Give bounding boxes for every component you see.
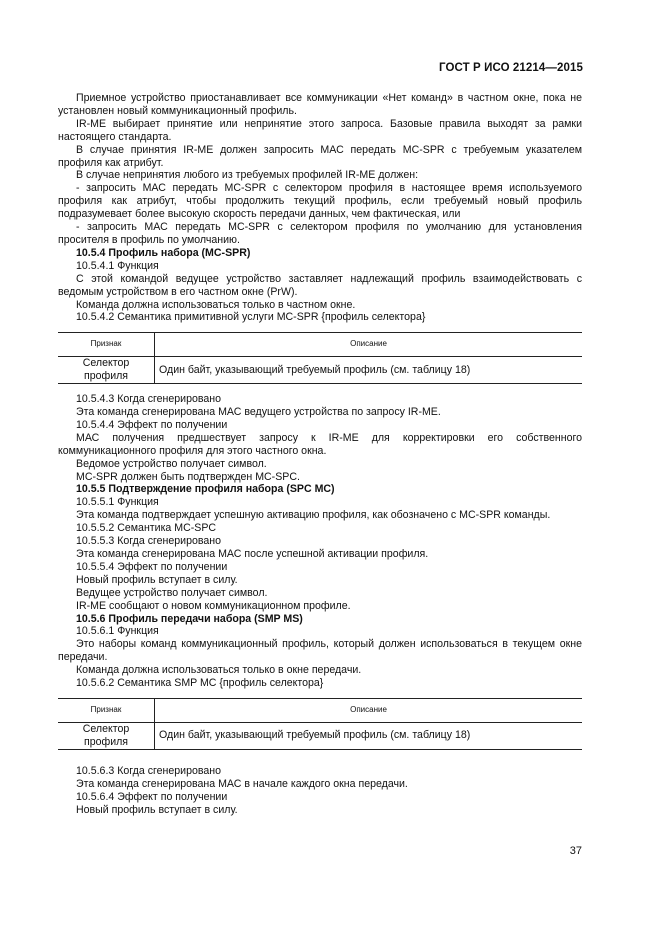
list-item: - запросить МАС передать MC-SPR с селектором профиля по умолчанию для установления просителя в профиль по умолчанию. <box>58 221 582 246</box>
subsection-title: 10.5.4.3 Когда сгенерировано <box>76 393 221 406</box>
subsection-title: 10.5.6.3 Когда сгенерировано <box>76 764 221 777</box>
section-heading-10-5-6: 10.5.6 Профиль передачи набора (SMP MS) <box>76 612 303 625</box>
paragraph: Новый профиль вступает в силу. <box>76 573 238 586</box>
paragraph: IR-ME выбирает принятие или непринятие этого запроса. Базовые правила выходят за рамки настоящего стандарта. <box>58 117 582 143</box>
table-header-description: Описание <box>155 333 583 357</box>
paragraph: Эта команда сгенерирована МАС в начале каждого окна передачи. <box>76 777 408 790</box>
paragraph: Команда должна использоваться только в частном окне. <box>76 298 356 311</box>
paragraph: Ведомое устройство получает символ. <box>76 457 267 470</box>
table-cell-description: Один байт, указывающий требуемый профиль (см. таблицу 18) <box>155 357 583 384</box>
semantics-table-mc-spr <box>58 332 582 384</box>
paragraph: Эта команда подтверждает успешную активацию профиля, как обозначено с MC-SPR команды. <box>76 509 551 522</box>
table-cell-attribute: Селектор профиля <box>58 357 155 384</box>
standard-header: ГОСТ Р ИСО 21214—2015 <box>438 62 583 74</box>
paragraph: Это наборы команд коммуникационный профиль, который должен использоваться в текущем окне передачи. <box>58 638 582 664</box>
paragraph: Новый профиль вступает в силу. <box>76 803 238 816</box>
page-number: 37 <box>569 845 582 857</box>
paragraph: В случае непринятия любого из требуемых профилей IR-ME должен: <box>76 169 419 182</box>
subsection-title: 10.5.6.2 Семантика SMP MC {профиль селектора} <box>76 677 324 690</box>
table-header-description: Описание <box>155 698 583 722</box>
paragraph: IR-ME сообщают о новом коммуникационном профиле. <box>76 599 351 612</box>
semantics-table-smp-mc <box>58 698 582 750</box>
subsection-title: 10.5.6.4 Эффект по получении <box>76 790 228 803</box>
section-heading-10-5-5: 10.5.5 Подтверждение профиля набора (SPC MC) <box>76 483 335 496</box>
table-header-attribute: Признак <box>58 698 155 722</box>
paragraph: МАС получения предшествует запросу к IR-ME для корректировки его собственного коммуникационного профиля для этого частного окна. <box>58 431 582 457</box>
subsection-title: 10.5.5.1 Функция <box>76 496 159 509</box>
subsection-title: 10.5.4.4 Эффект по получении <box>76 418 228 431</box>
list-item: - запросить МАС передать MC-SPR с селектором профиля в настоящее время используемого профиля как атрибут, чтобы продолжить текущий профиль, если требуемый новый профиль подразумевает более высокую скорость передачи данных, чем фактическая, или <box>58 182 582 221</box>
paragraph: Ведущее устройство получает символ. <box>76 586 268 599</box>
paragraph: Команда должна использоваться только в окне передачи. <box>76 664 362 677</box>
subsection-title: 10.5.6.1 Функция <box>76 625 159 638</box>
subsection-title: 10.5.5.4 Эффект по получении <box>76 560 228 573</box>
subsection-title: 10.5.5.2 Семантика MC-SPC <box>76 522 217 535</box>
subsection-title: 10.5.4.1 Функция <box>76 259 159 272</box>
page-content <box>58 92 582 816</box>
table-header-attribute: Признак <box>58 333 155 357</box>
table-row <box>58 357 582 384</box>
paragraph: MC-SPR должен быть подтвержден MC-SPC. <box>76 470 300 483</box>
paragraph: Эта команда сгенерирована МАС ведущего устройства по запросу IR-ME. <box>76 406 441 419</box>
table-cell-description: Один байт, указывающий требуемый профиль (см. таблицу 18) <box>155 722 583 749</box>
table-row <box>58 722 582 749</box>
section-heading-10-5-4: 10.5.4 Профиль набора (MC-SPR) <box>76 246 251 259</box>
paragraph: Приемное устройство приостанавливает все коммуникации «Нет команд» в частном окне, пока не установлен новый коммуникационный профиль. <box>58 92 582 117</box>
paragraph: С этой командой ведущее устройство заставляет надлежащий профиль взаимодействовать с ведомым устройством в его частном окне (PrW). <box>58 272 582 298</box>
paragraph: В случае принятия IR-ME должен запросить МАС передать MC-SPR с требуемым указателем профиля как атрибут. <box>58 143 582 169</box>
paragraph: Эта команда сгенерирована МАС после успешной активации профиля. <box>76 548 429 560</box>
table-cell-attribute: Селектор профиля <box>58 722 155 749</box>
subsection-title: 10.5.5.3 Когда сгенерировано <box>76 535 221 548</box>
subsection-title: 10.5.4.2 Семантика примитивной услуги MC-SPR {профиль селектора} <box>76 311 426 324</box>
